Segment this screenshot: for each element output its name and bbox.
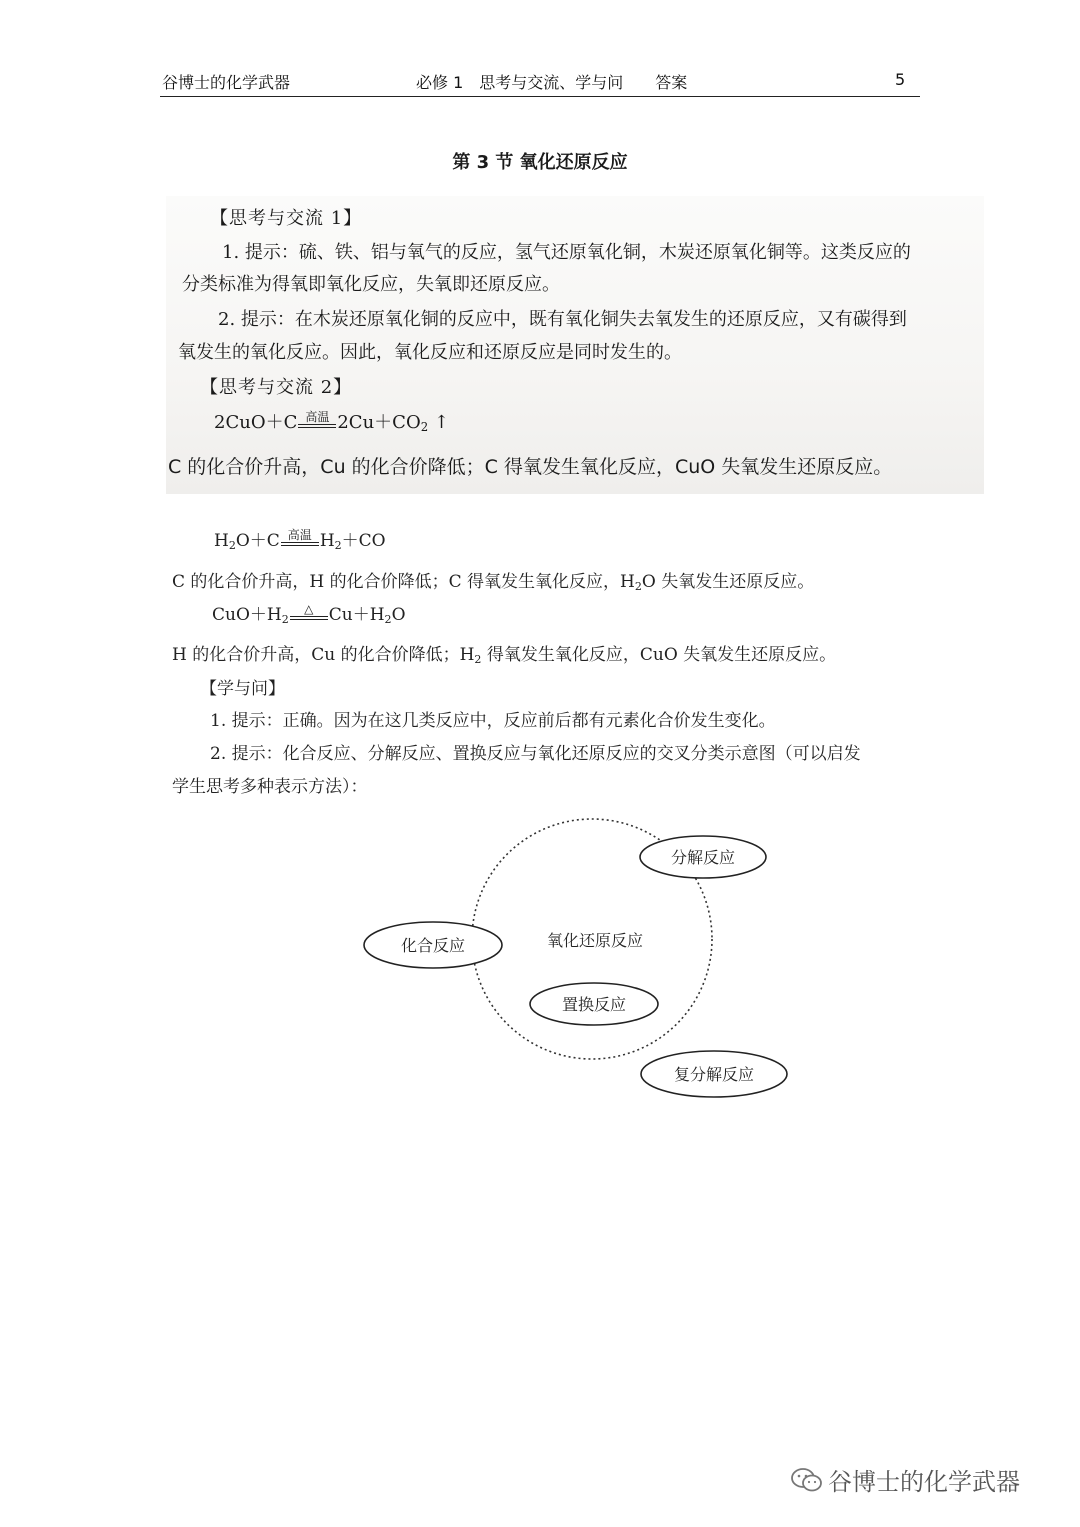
section3-item2-line1: 2. 提示：化合反应、分解反应、置换反应与氧化还原反应的交叉分类示意图（可以启发: [210, 744, 861, 764]
eq2-products-b: ＋CO: [341, 531, 386, 551]
node-displacement-label: 置换反应: [561, 995, 627, 1014]
page-title: 第 3 节 氧化还原反应: [452, 152, 628, 173]
equation-3: [212, 600, 406, 626]
eq2-equals-sign: [281, 542, 319, 546]
eq3-reactants-sub: 2: [281, 612, 289, 626]
eq2-desc-sub: 2: [634, 579, 642, 593]
eq3-products-b: O: [391, 605, 406, 625]
eq1-equals-sign: [298, 424, 336, 428]
eq2-reactants-a: H: [214, 531, 229, 551]
eq3-products: [329, 600, 406, 626]
equation-3-description: [172, 640, 836, 666]
section1-item1-line2: 分类标准为得氧即氧化反应，失氧即还原反应。: [182, 274, 560, 295]
eq1-reactants: 2CuO＋C: [214, 412, 298, 433]
header-center: 必修 1 思考与交流、学与问 答案: [416, 73, 688, 92]
eq2-products-a: H: [319, 531, 335, 551]
equation-1: [214, 408, 449, 434]
section2-heading: 【思考与交流 2】: [200, 377, 353, 398]
eq1-products-b: ↑: [428, 412, 449, 433]
section3-heading: 【学与问】: [200, 679, 285, 699]
eq2-reactants-b: O＋C: [235, 531, 280, 551]
watermark-text: 谷博士的化学武器: [828, 1468, 1020, 1496]
eq1-products-sub: 2: [420, 419, 429, 434]
eq2-products: [320, 526, 386, 552]
header-divider: [160, 96, 920, 97]
node-decomposition-label: 分解反应: [670, 848, 736, 867]
eq2-desc-a: C 的化合价升高，H 的化合价降低；C 得氧发生氧化反应，H: [172, 572, 635, 592]
equation-2: [214, 526, 386, 552]
eq2-condition-label: 高温: [287, 527, 312, 542]
section3-item2-line2: 学生思考多种表示方法）：: [172, 777, 368, 797]
eq3-products-a: Cu＋H: [328, 605, 385, 625]
eq2-reactants-sub: 2: [228, 538, 236, 552]
eq1-condition-label: 高温: [305, 410, 330, 424]
equation-2-description: [172, 567, 814, 593]
section1-item2-line1: 2. 提示：在木炭还原氧化铜的反应中，既有氧化铜失去氧发生的还原反应，又有碳得到: [218, 309, 907, 330]
eq3-desc-sub: 2: [474, 652, 482, 666]
eq1-products: [337, 408, 449, 434]
eq3-equals-sign: [290, 616, 328, 620]
eq3-condition-label: △: [304, 601, 314, 616]
wechat-icon: [790, 1466, 824, 1494]
classification-diagram: [340, 800, 810, 1110]
header-left: 谷博士的化学武器: [162, 73, 291, 92]
eq2-desc-b: O 失氧发生还原反应。: [641, 572, 815, 592]
equation-1-description: C 的化合价升高，Cu 的化合价降低；C 得氧发生氧化反应，CuO 失氧发生还原反应。: [168, 456, 893, 478]
redox-label: 氧化还原反应: [546, 931, 644, 950]
eq3-products-sub: 2: [384, 612, 392, 626]
eq3-desc-a: H 的化合价升高，Cu 的化合价降低；H: [172, 645, 475, 665]
section3-item1: 1. 提示：正确。因为在这几类反应中，反应前后都有元素化合价发生变化。: [210, 711, 776, 731]
node-double-decomposition-label: 复分解反应: [673, 1065, 755, 1084]
node-combination-label: 化合反应: [400, 936, 466, 955]
section1-item1-line1: 1. 提示：硫、铁、铝与氧气的反应，氢气还原氧化铜，木炭还原氧化铜等。这类反应的: [222, 242, 911, 263]
eq1-products-a: 2Cu＋CO: [337, 412, 421, 433]
eq2-condition: [281, 529, 319, 552]
eq3-condition: [290, 603, 328, 626]
eq1-condition: [298, 411, 336, 434]
eq3-reactants: [212, 600, 289, 626]
section1-heading: 【思考与交流 1】: [210, 208, 363, 229]
eq3-reactants-a: CuO＋H: [212, 605, 282, 625]
eq2-products-sub: 2: [334, 538, 342, 552]
eq3-desc-b: 得氧发生氧化反应，CuO 失氧发生还原反应。: [481, 645, 837, 665]
page-number: 5: [895, 70, 906, 89]
section1-item2-line2: 氧发生的氧化反应。因此，氧化反应和还原反应是同时发生的。: [178, 342, 682, 363]
eq2-reactants: [214, 526, 280, 552]
